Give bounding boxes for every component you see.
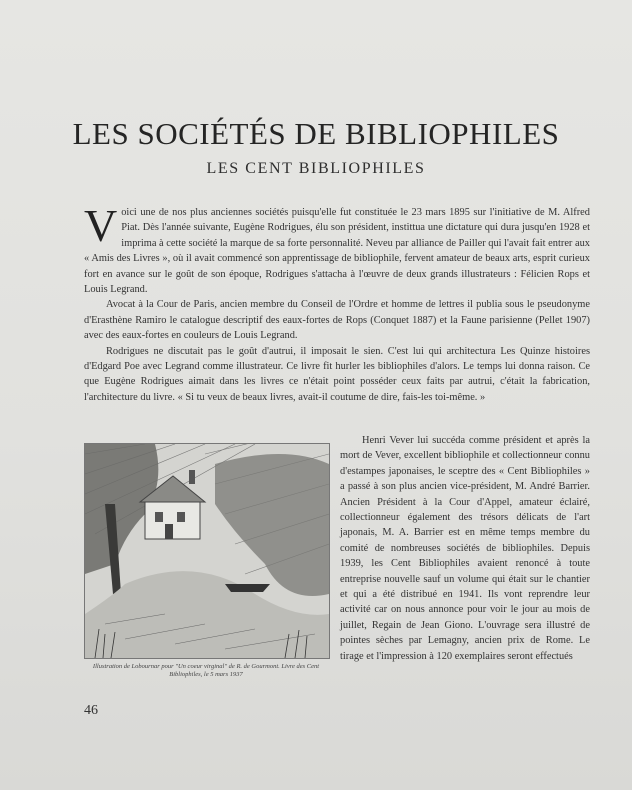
paragraph-4: Henri Vever lui succéda comme président et après la mort de Vever, excellent bibliophile et collectionneur connu d'estampes japonaises, le sceptre des « Cent Bibliophiles » a passé à son plus ancien vice-président, M. André Barrier. Ancien Président à la Cour d'Appel, amateur éclairé, collectionneur également des trésors délicats de l'art japonais, M. A. Barrier est en même temps membre du comité de nombreuses sociétés de bibliophiles. Depuis 1939, les Cent Bibliophiles avaient renoncé à toute entreprise nouvelle sauf un volume qui était sur le chantier et qui a été distribué en 1941. Ils vont reprendre leur activité car on nous annonce pour voir le jour au mois de juillet, Regain de Jean Giono. L'ouvrage sera illustré de pointes sèches par Lemagny, ancien prix de Rome. Le tirage et l'impression à 120 exemplaires seront effectués xyxy=(340,435,590,662)
right-column xyxy=(340,433,590,664)
illustration xyxy=(84,443,330,659)
page-number: 46 xyxy=(84,703,98,718)
paragraph-2: Avocat à la Cour de Paris, ancien membre du Conseil de l'Ordre et homme de lettres il publia sous le pseudonyme d'Erasthène Ramiro le catalogue descriptif des eaux-fortes de Rops (Conquet 1887) et la Faune parisienne (Pellet 1907) avec des eaux-fortes en couleurs de Louis Legrand. xyxy=(84,299,590,342)
article-body xyxy=(84,200,590,405)
page-subtitle: LES CENT BIBLIOPHILES xyxy=(206,160,426,177)
landscape-engraving-icon xyxy=(85,444,329,658)
paragraph-1-text: oici une de nos plus anciennes sociétés puisqu'elle fut constituée le 23 mars 1895 sur l'initiative de M. Alfred Piat. Dès l'année suivante, Eugène Rodrigues, élu son président, instittua une dictature qui dura jusqu'en 1928 et imprima à cette société la marque de sa forte personnalité. Neveu par alliance de Pailler qui l'avait fait entrer aux « Amis des Livres », où il avait commencé son apprentissage de bibliophile, fervent amateur de beaux arts, esprit curieux fort en avance sur le goût de son époque, Rodrigues s'attacha à l'œuvre de deux grands illustrateurs : Félicien Rops et Louis Legrand. xyxy=(84,207,590,296)
page-title: LES SOCIÉTÉS DE BIBLIOPHILES xyxy=(72,116,560,151)
illustration-caption: Illustration de Lobournar pour "Un coeur virginal" de R. de Gourmont. Livre des Cent Bibliophiles, le 5 mars 1937 xyxy=(92,663,320,678)
paragraph-3: Rodrigues ne discutait pas le goût d'autrui, il imposait le sien. C'est lui qui architectura Les Quinze histoires d'Edgard Poe avec Legrand comme illustrateur. Ce livre fit hurler les bibliophiles d'alors. Le temps lui donna raison. Ce que Eugène Rodrigues aimait dans les livres ce n'était point posséder ceux faits par autrui, c'était la fabrication, l'architecture du livre. « Si tu veux de beaux livres, avait-il coutume de dire, fais-les toi-même. » xyxy=(84,345,590,403)
paragraph-1 xyxy=(84,200,590,297)
drop-cap: V xyxy=(84,200,118,251)
